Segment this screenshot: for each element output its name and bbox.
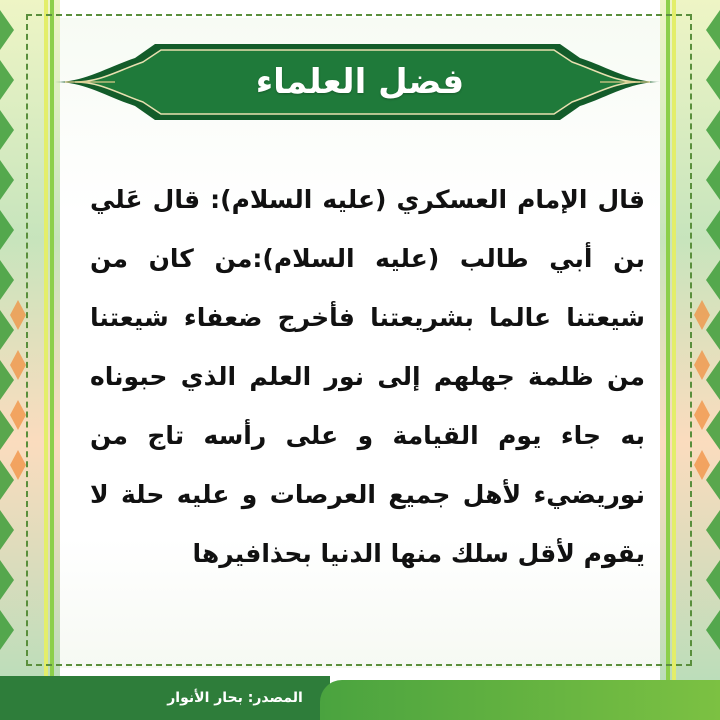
source-label: المصدر: بحار الأنوار <box>167 690 303 706</box>
hadith-text: قال الإمام العسكري (عليه السلام): قال عَلي بن أبي طالب (عليه السلام):من كان من شيعتنا عالما بشريعتنا فأخرج ضعفاء شيعتنا من ظلمة جهلهم إلى نور العلم الذي حبوناه به جاء يوم القيامة و على رأسه تاج من نوريضيء لأهل جميع العرصات و عليه حلة لا يقوم لأقل سلك منها الدنيا بحذافيرها <box>90 185 645 568</box>
footer-bar-right <box>320 680 720 720</box>
page-title: فضل العلماء <box>255 62 465 102</box>
